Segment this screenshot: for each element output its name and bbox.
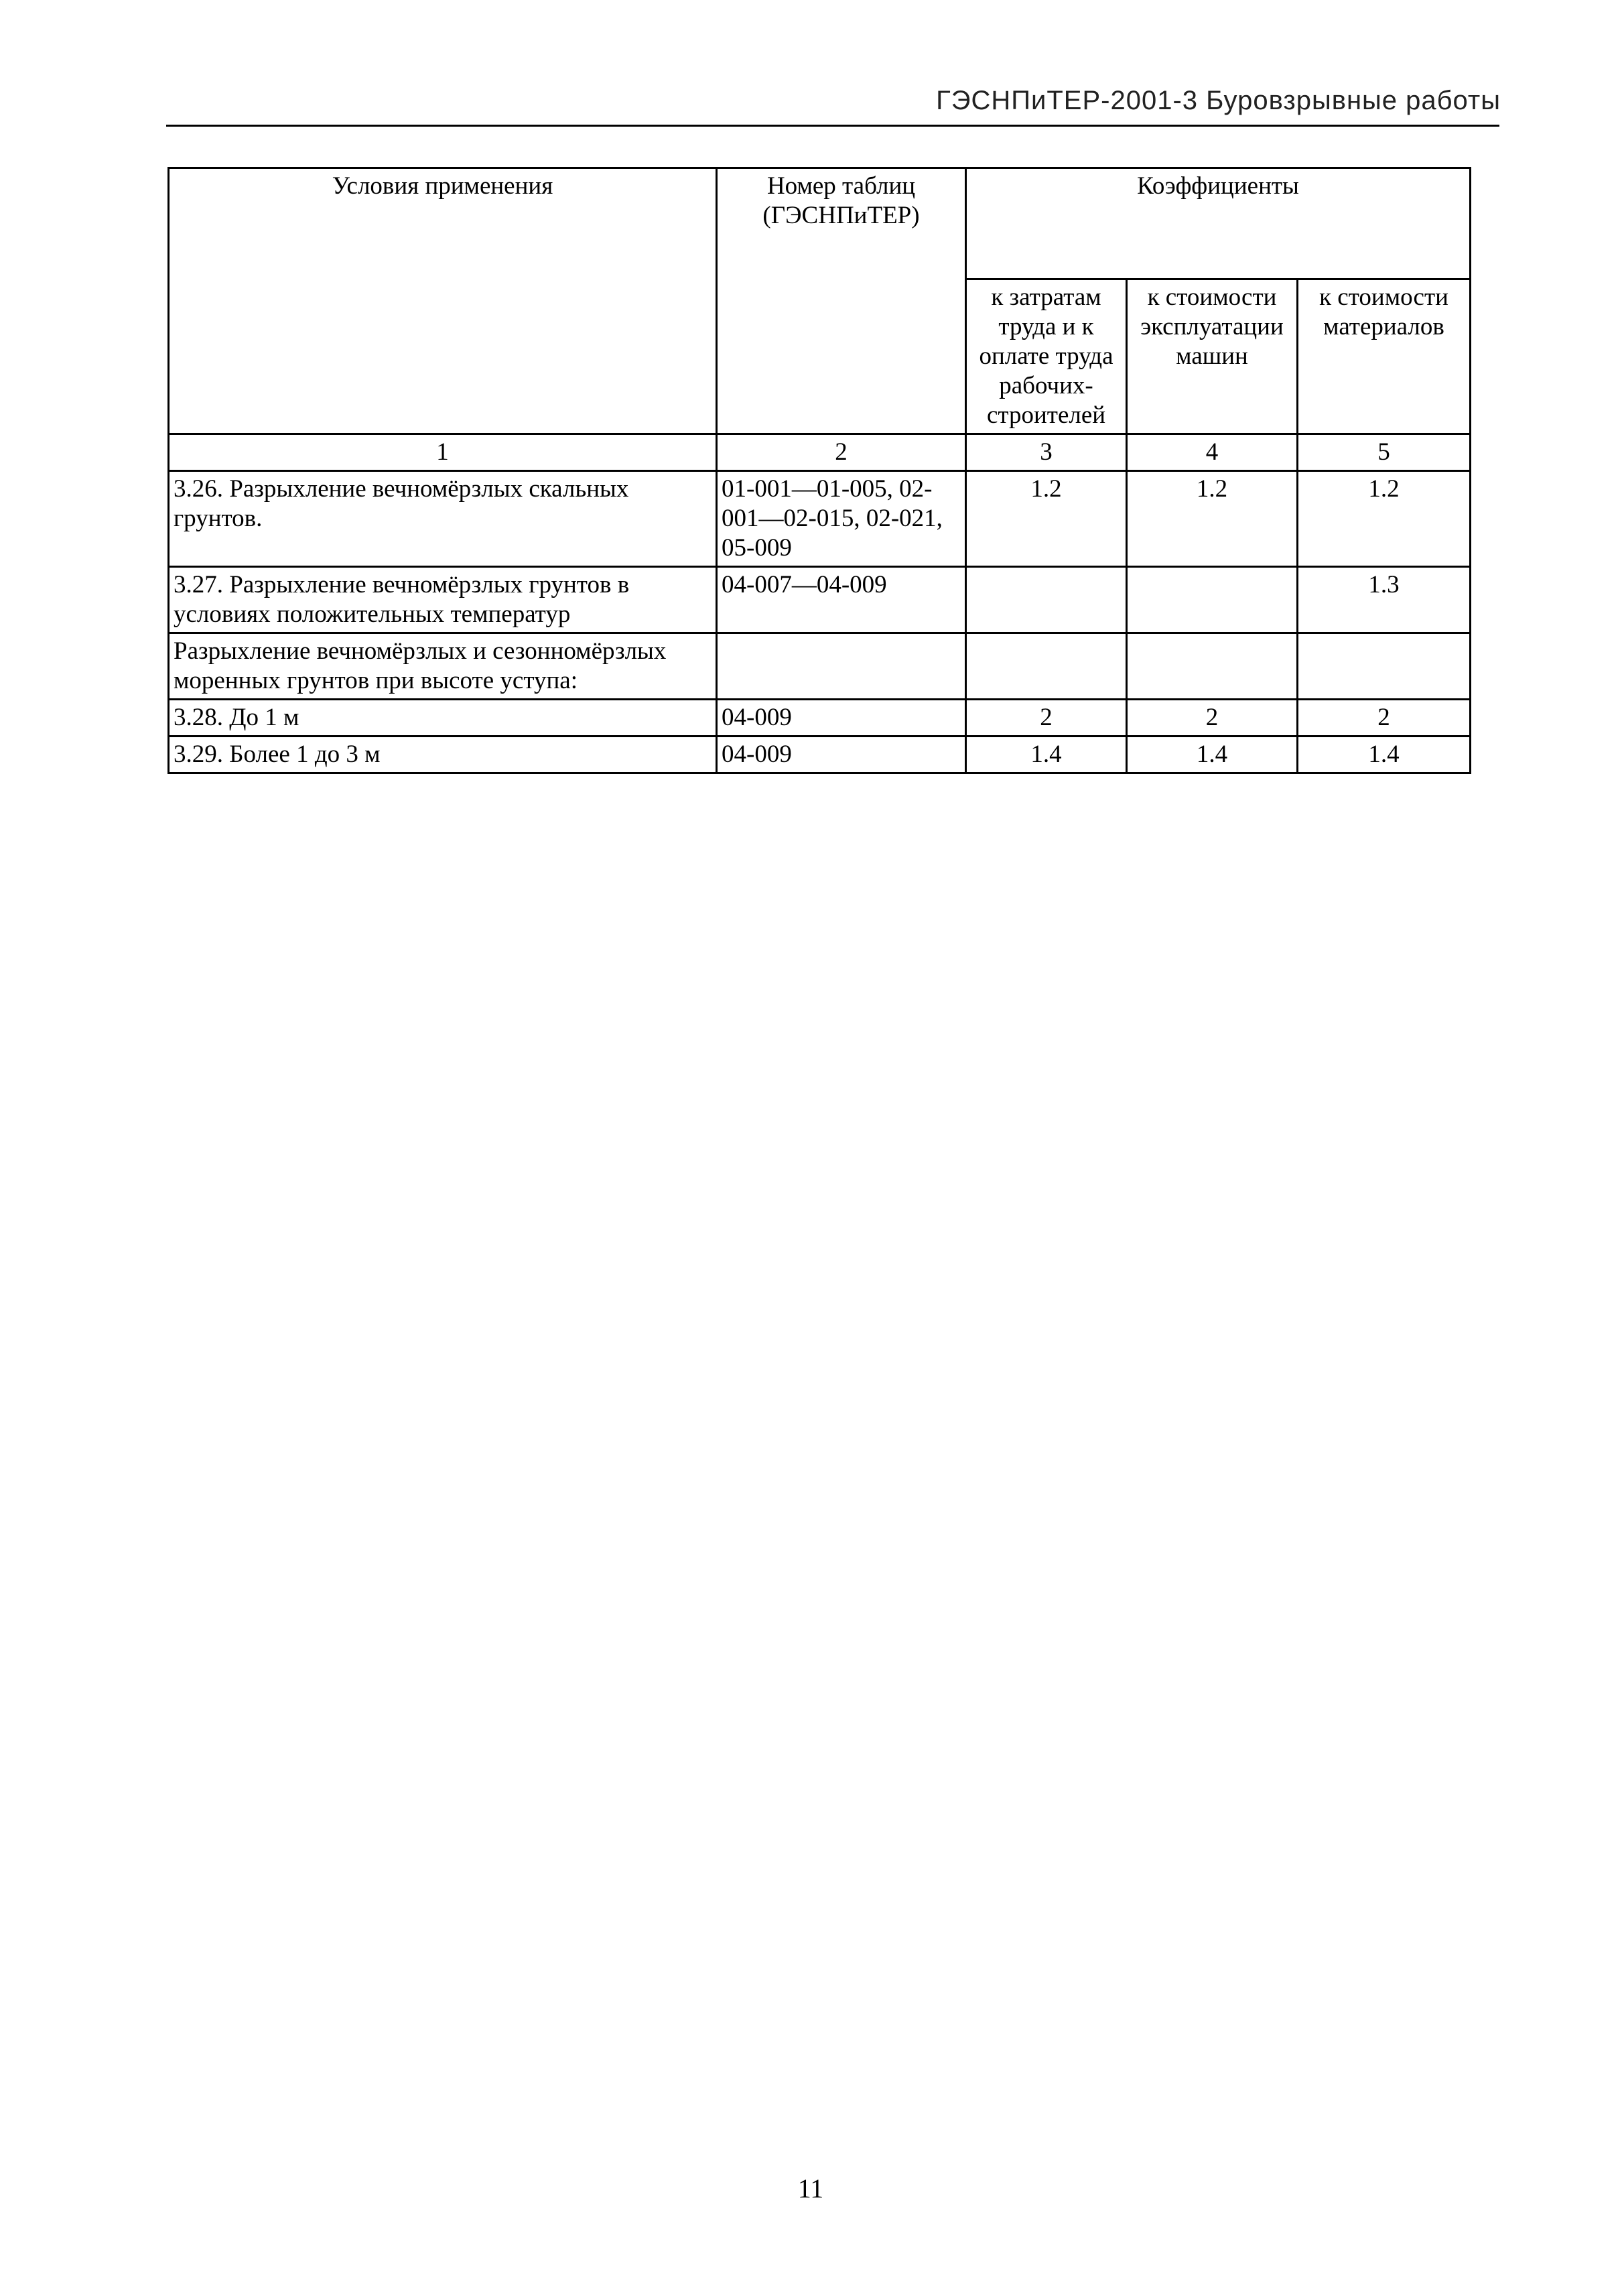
header-materials: к стоимости материалов	[1298, 279, 1471, 434]
row-materials: 2	[1298, 700, 1471, 737]
header-table-numbers: Номер таблиц (ГЭСНПиТЕР)	[717, 168, 966, 434]
column-number: 3	[966, 434, 1127, 471]
row-materials	[1298, 633, 1471, 700]
page-number: 11	[797, 2173, 824, 2204]
row-tables	[717, 633, 966, 700]
row-materials: 1.2	[1298, 471, 1471, 567]
header-coefficients: Коэффициенты	[966, 168, 1471, 279]
row-labor: 2	[966, 700, 1127, 737]
row-tables: 01-001—01-005, 02-001—02-015, 02-021, 05-009	[717, 471, 966, 567]
row-labor: 1.2	[966, 471, 1127, 567]
table-row	[169, 567, 1471, 633]
table-row	[169, 471, 1471, 567]
row-tables: 04-009	[717, 700, 966, 737]
row-machines	[1127, 567, 1298, 633]
header-machines: к стоимости эксплуатации машин	[1127, 279, 1298, 434]
row-machines: 2	[1127, 700, 1298, 737]
running-header: ГЭСНПиТЕР-2001-3 Буровзрывные работы	[936, 86, 1501, 115]
header-conditions: Условия применения	[169, 168, 717, 434]
column-number: 1	[169, 434, 717, 471]
row-labor: 1.4	[966, 737, 1127, 773]
table-header-row	[169, 168, 1471, 279]
column-number: 5	[1298, 434, 1471, 471]
row-tables: 04-007—04-009	[717, 567, 966, 633]
row-condition: 3.27. Разрыхление вечномёрзлых грунтов в условиях положительных температур	[169, 567, 717, 633]
table-row	[169, 700, 1471, 737]
row-machines	[1127, 633, 1298, 700]
header-labor: к затратам труда и к оплате труда рабочих-строителей	[966, 279, 1127, 434]
table-row	[169, 737, 1471, 773]
row-machines: 1.4	[1127, 737, 1298, 773]
column-number: 2	[717, 434, 966, 471]
row-condition: 3.29. Более 1 до 3 м	[169, 737, 717, 773]
column-number: 4	[1127, 434, 1298, 471]
header-rule	[166, 125, 1499, 127]
row-machines: 1.2	[1127, 471, 1298, 567]
coefficients-table	[167, 167, 1471, 774]
row-materials: 1.3	[1298, 567, 1471, 633]
column-number-row	[169, 434, 1471, 471]
row-condition: Разрыхление вечномёрзлых и сезонномёрзлых моренных грунтов при высоте уступа:	[169, 633, 717, 700]
row-condition: 3.26. Разрыхление вечномёрзлых скальных грунтов.	[169, 471, 717, 567]
table-row	[169, 633, 1471, 700]
row-tables: 04-009	[717, 737, 966, 773]
row-materials: 1.4	[1298, 737, 1471, 773]
row-labor	[966, 633, 1127, 700]
row-labor	[966, 567, 1127, 633]
row-condition: 3.28. До 1 м	[169, 700, 717, 737]
